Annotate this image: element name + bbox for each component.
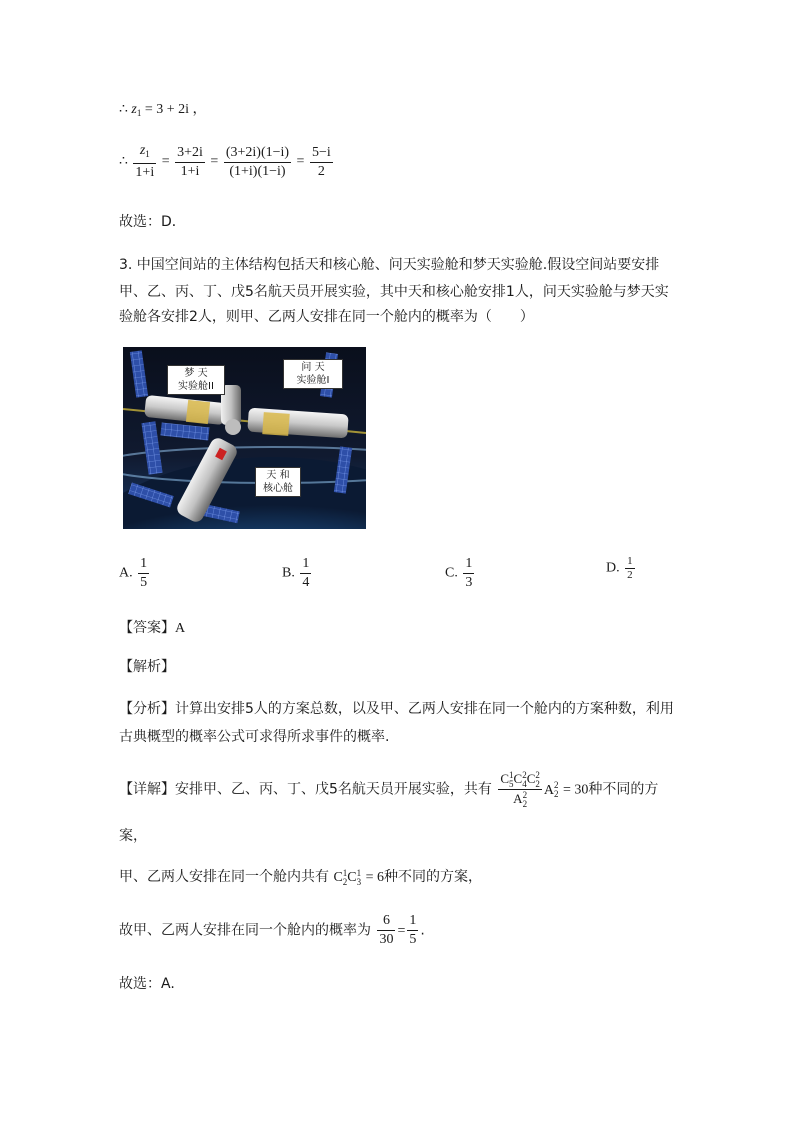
option-c[interactable] <box>445 555 476 592</box>
label-text: 核心舱 <box>263 483 293 494</box>
option-letter: D. <box>606 560 620 576</box>
option-letter: C. <box>445 565 458 581</box>
fenxi-text: 计算出安排5人的方案总数，以及甲、乙两人安排在同一个舱内的方案种数，利用 <box>175 701 674 717</box>
label-mengtian <box>167 365 225 395</box>
option-a[interactable] <box>119 555 151 592</box>
detail-line-1-cont: 案， <box>119 828 147 844</box>
therefore-symbol: ∴ <box>119 154 132 170</box>
denominator: 4 <box>302 575 310 590</box>
detail-line-3 <box>119 912 425 949</box>
detail-line-2 <box>119 866 482 887</box>
probability-simplified <box>407 912 418 949</box>
question-line-2: 甲、乙、丙、丁、戊5名航天员开展实验，其中天和核心舱安排1人，问天实验舱与梦天实 <box>119 284 669 300</box>
fraction-result <box>310 144 333 181</box>
denominator: 5 <box>140 575 148 590</box>
answer-tag: 【答案】 <box>119 620 175 636</box>
fraction-expanded <box>224 144 291 181</box>
var-z: z <box>131 102 137 117</box>
detail-tag: 【详解】 <box>119 781 175 798</box>
fenxi-line-2: 古典概型的概率公式可求得所求事件的概率. <box>119 729 390 745</box>
option-d[interactable] <box>606 555 637 582</box>
equals-sign: = <box>210 154 219 170</box>
label-text: 问 天 <box>301 362 325 373</box>
option-a-fraction <box>138 555 149 592</box>
denominator: 1+i <box>180 163 200 179</box>
solution-fraction-line <box>119 142 335 182</box>
denominator: 3 <box>465 575 473 590</box>
label-wentian <box>283 359 343 389</box>
combination-fraction <box>498 770 542 809</box>
combination-product: C 1 2 C 1 3 <box>333 867 362 887</box>
equals-sign: = <box>296 154 305 170</box>
subscript: 1 <box>145 149 150 159</box>
prev-choice: 故选：D． <box>119 214 186 230</box>
option-d-fraction <box>625 555 635 582</box>
label-tianhe <box>255 467 301 497</box>
option-b[interactable] <box>282 555 313 592</box>
total-count: = 30 <box>562 782 589 798</box>
numerator: 1 <box>138 555 149 574</box>
combination-denominator: A 2 2 <box>513 790 528 810</box>
final-choice: 故选：A. <box>119 976 175 992</box>
var-z: z <box>139 143 146 158</box>
detail-text: 种不同的方 <box>588 781 659 798</box>
denominator: 2 <box>627 569 633 581</box>
combination-numerator: C 1 5 C 2 4 C 2 2 <box>500 770 540 790</box>
equals-sign: = <box>397 923 406 939</box>
space-station-figure <box>123 347 366 529</box>
denominator: (1+i)(1−i) <box>229 163 286 179</box>
analysis-tag: 【解析】 <box>119 659 175 675</box>
numerator: (3+2i)(1−i) <box>224 144 291 163</box>
fraction-z1-over-1plusi <box>133 142 156 182</box>
numerator: 5−i <box>310 144 333 163</box>
detail-text: 安排甲、乙、丙、丁、戊5名航天员开展实验，共有 <box>175 781 492 798</box>
fenxi-tag: 【分析】 <box>119 701 175 717</box>
option-c-fraction <box>463 555 474 592</box>
numerator: 3+2i <box>175 144 205 163</box>
answer-line <box>119 617 185 637</box>
question-line-3: 验舱各安排2人，则甲、乙两人安排在同一个舱内的概率为（ ） <box>119 309 534 325</box>
label-text: 天 和 <box>266 470 290 481</box>
option-b-fraction <box>300 555 311 592</box>
detail-text: 故甲、乙两人安排在同一个舱内的概率为 <box>119 922 371 939</box>
same-cabin-count: = 6 <box>365 870 384 885</box>
label-text: 实验舱Ⅰ <box>296 375 330 386</box>
therefore-symbol: ∴ <box>119 102 132 117</box>
fraction-3plus2i <box>175 144 205 181</box>
label-text: 梦 天 <box>184 368 208 379</box>
subscript: 1 <box>136 108 142 118</box>
numerator: 1 <box>407 912 418 931</box>
arrangement-term: A 2 2 <box>543 780 559 800</box>
option-letter: B. <box>282 565 295 581</box>
probability-fraction <box>377 912 395 949</box>
question-line-1: 3. 中国空间站的主体结构包括天和核心舱、问天实验舱和梦天实验舱.假设空间站要安排 <box>119 257 660 273</box>
detail-text: 种不同的方案， <box>384 869 482 885</box>
fenxi-line-1 <box>119 698 674 718</box>
z1-value: = 3 + 2i ， <box>141 102 207 117</box>
equals-sign: = <box>161 154 170 170</box>
option-letter: A. <box>119 565 133 581</box>
label-text: 实验舱II <box>178 381 214 392</box>
answer-value: A <box>175 621 186 636</box>
denominator: 5 <box>409 932 417 947</box>
numerator: 1 <box>463 555 474 574</box>
denominator: 2 <box>317 163 325 179</box>
denominator: 1+i <box>135 165 155 180</box>
detail-line-1 <box>119 770 658 809</box>
denominator: 30 <box>379 932 394 947</box>
period: . <box>420 922 425 939</box>
detail-text: 甲、乙两人安排在同一个舱内共有 <box>119 869 329 885</box>
numerator: 6 <box>377 912 395 931</box>
numerator: 1 <box>300 555 311 574</box>
numerator: 1 <box>627 555 633 567</box>
solution-z1-line <box>119 98 207 118</box>
